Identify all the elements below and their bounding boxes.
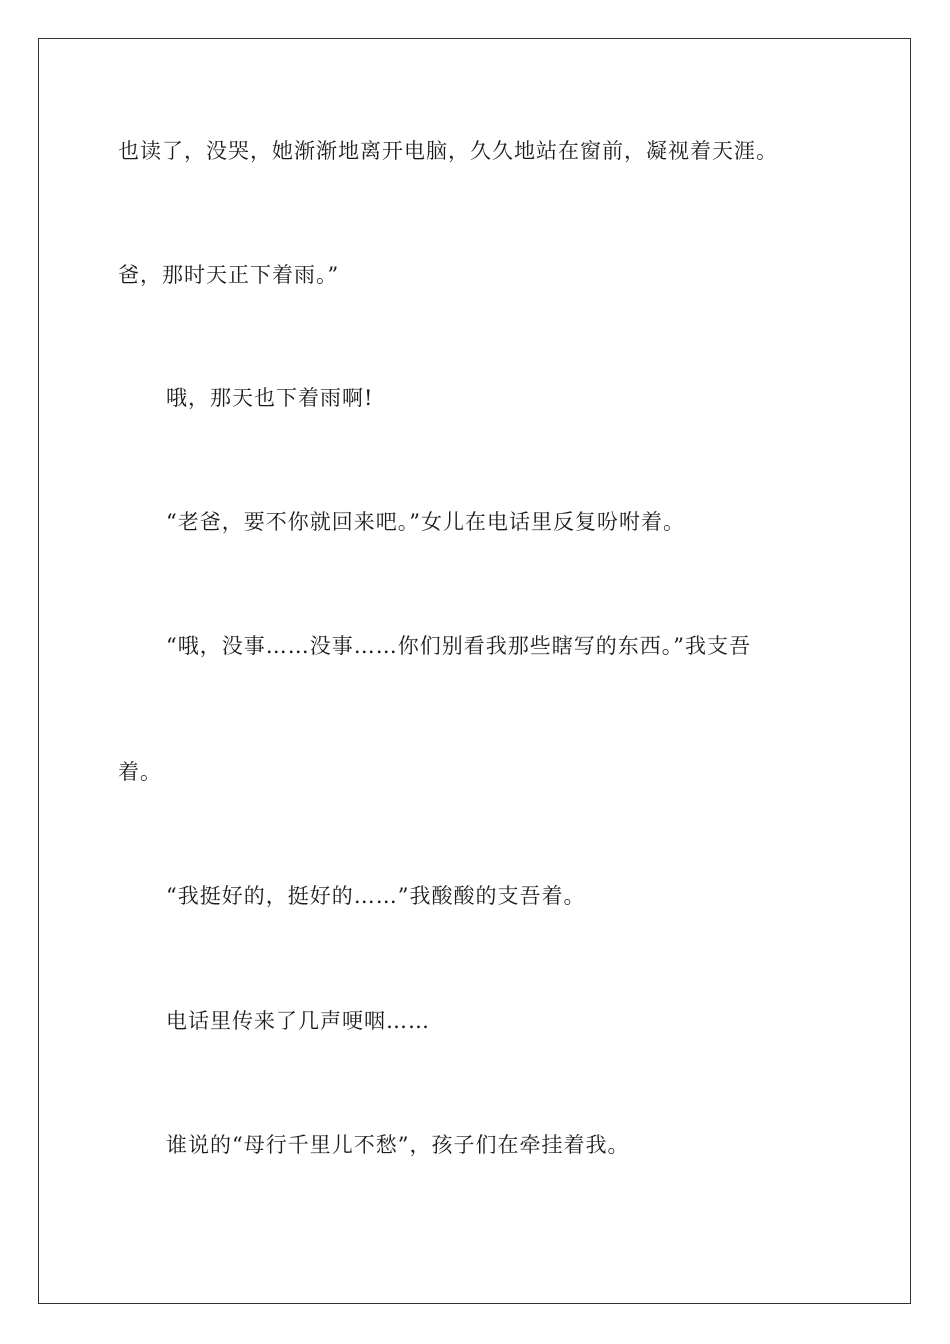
- text-line-8: 电话里传来了几声哽咽……: [166, 1009, 430, 1033]
- text-line-5: “哦，没事……没事……你们别看我那些瞎写的东西。”我支吾: [166, 634, 751, 658]
- text-line-7: “我挺好的，挺好的……”我酸酸的支吾着。: [166, 884, 586, 908]
- text-line-4: “老爸，要不你就回来吧。”女儿在电话里反复吩咐着。: [166, 510, 685, 534]
- text-line-6: 着。: [118, 760, 162, 784]
- text-line-9: 谁说的“母行千里儿不愁”，孩子们在牵挂着我。: [166, 1133, 630, 1157]
- text-line-1: 也读了，没哭，她渐渐地离开电脑，久久地站在窗前，凝视着天涯。: [118, 139, 778, 163]
- text-line-2: 爸，那时天正下着雨。”: [118, 263, 340, 287]
- page-border: [38, 38, 911, 1304]
- text-line-3: 哦，那天也下着雨啊!: [166, 386, 374, 410]
